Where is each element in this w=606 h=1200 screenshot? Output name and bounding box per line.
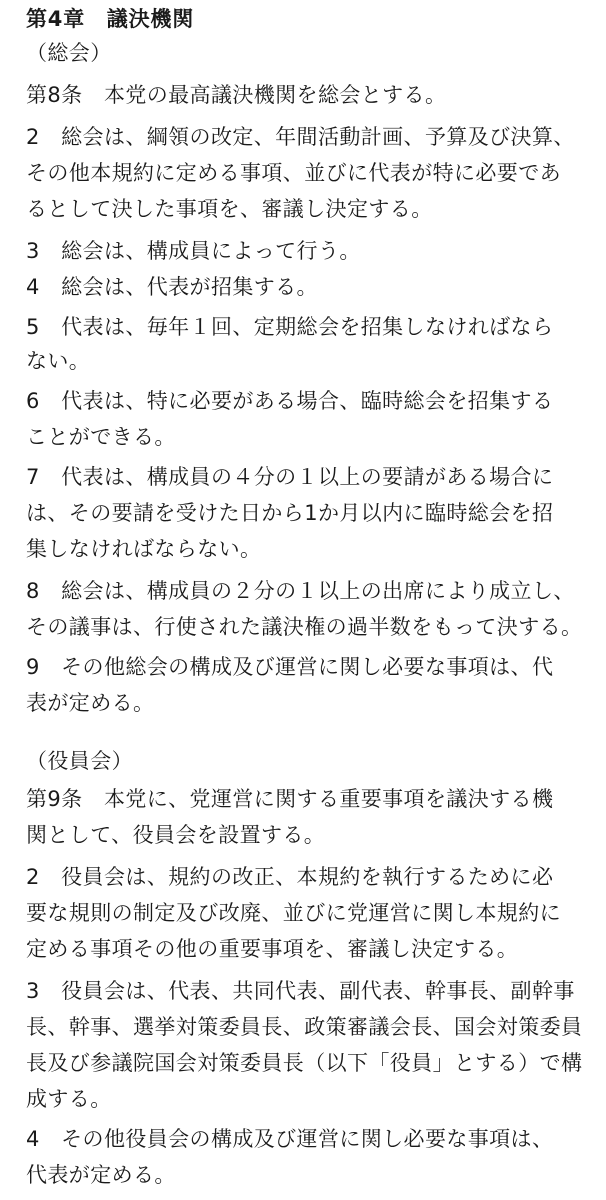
article-line: 6 代表は、特に必要がある場合、臨時総会を招集する: [26, 389, 554, 413]
article-line: ない。: [26, 349, 91, 373]
article-line: は、その要請を受けた日から1か月以内に臨時総会を招: [26, 501, 554, 525]
article-line: 定める事項その他の重要事項を、審議し決定する。: [26, 937, 519, 961]
article-line: 9 その他総会の構成及び運営に関し必要な事項は、代: [26, 655, 554, 679]
article-line: 代表が定める。: [26, 1163, 176, 1187]
chapter-title: 第4章 議決機関: [26, 7, 195, 31]
article-line: 2 総会は、綱領の改定、年間活動計画、予算及び決算、: [26, 125, 575, 149]
article-line: 5 代表は、毎年１回、定期総会を招集しなければなら: [26, 315, 554, 339]
article-line: 7 代表は、構成員の４分の１以上の要請がある場合に: [26, 465, 554, 489]
article-line: 第9条 本党に、党運営に関する重要事項を議決する機: [26, 787, 554, 811]
article-line: 2 役員会は、規約の改正、本規約を執行するために必: [26, 865, 554, 889]
article-line: 成する。: [26, 1087, 112, 1111]
article-line: 3 総会は、構成員によって行う。: [26, 239, 361, 263]
article-line: その議事は、行使された議決権の過半数をもって決する。: [26, 615, 583, 639]
article-line: るとして決した事項を、審議し決定する。: [26, 197, 433, 221]
article-line: 4 総会は、代表が招集する。: [26, 275, 318, 299]
section-heading: （役員会）: [26, 749, 133, 773]
article-line: 要な規則の制定及び改廃、並びに党運営に関し本規約に: [26, 901, 561, 925]
article-line: 3 役員会は、代表、共同代表、副代表、幹事長、副幹事: [26, 979, 575, 1003]
article-line: 関として、役員会を設置する。: [26, 823, 326, 847]
article-line: 4 その他役員会の構成及び運営に関し必要な事項は、: [26, 1127, 554, 1151]
article-line: 8 総会は、構成員の２分の１以上の出席により成立し、: [26, 579, 575, 603]
article-line: 長、幹事、選挙対策委員長、政策審議会長、国会対策委員: [26, 1015, 583, 1039]
article-line: その他本規約に定める事項、並びに代表が特に必要であ: [26, 161, 561, 185]
section-heading: （総会）: [26, 41, 112, 65]
article-line: 第8条 本党の最高議決機関を総会とする。: [26, 83, 447, 107]
article-line: 表が定める。: [26, 691, 155, 715]
article-line: ことができる。: [26, 425, 176, 449]
article-line: 長及び参議院国会対策委員長（以下「役員」とする）で構: [26, 1051, 583, 1075]
article-line: 集しなければならない。: [26, 537, 262, 561]
